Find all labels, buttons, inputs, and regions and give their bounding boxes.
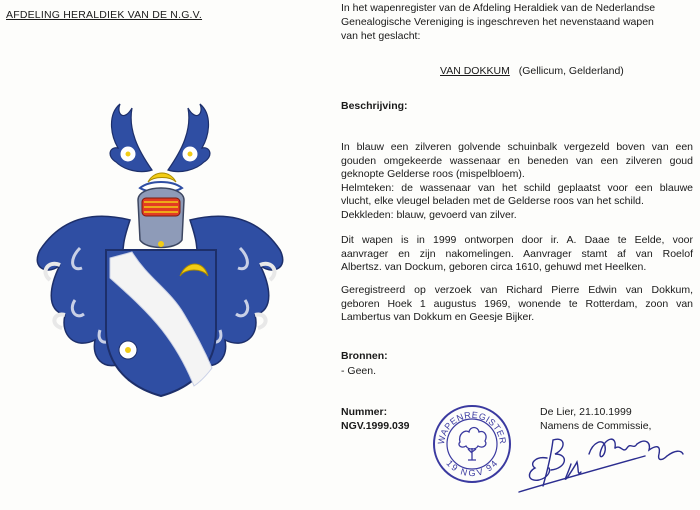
intro-text <box>341 1 691 43</box>
number-label: Nummer: <box>341 406 388 418</box>
mantling-line: Dekkleden: blauw, gevoerd van zilver. <box>341 208 517 221</box>
intro-line: Genealogische Vereniging is ingeschreven het nevenstaand wapen <box>341 16 654 28</box>
rose-icon <box>120 146 136 162</box>
helmet-line: vlucht, elke vleugel beladen met de Gelderse roos van het schild. <box>341 195 644 207</box>
registered-line: Lambertus van Dokkum en Geesje Bijker. <box>341 311 535 323</box>
helmet-line: Helmteken: de wassenaar van het schild geplaatst voor een blauwe <box>341 181 693 194</box>
registered-line: geboren Hoek 1 augustus 1969, wonende te Rotterdam, zoon van <box>341 297 693 310</box>
org-title: AFDELING HERALDIEK VAN DE N.G.V. <box>6 9 203 21</box>
description-title: Beschrijving: <box>341 100 408 112</box>
design-line: Albertsz. van Dockum, geboren circa 1610, gehuwd met Heelken. <box>341 261 647 273</box>
signature <box>505 420 695 500</box>
design-line: Dit wapen is in 1999 ontworpen door ir. A. Daae te Eelde, voor <box>341 234 693 246</box>
sources-item: - Geen. <box>341 365 377 377</box>
stamp-top-text: WAPENREGISTER <box>435 409 509 446</box>
stamp-bottom-text: 19 NGV 94 <box>444 458 500 479</box>
shield <box>106 250 216 396</box>
family-name: VAN DOKKUM <box>440 65 510 77</box>
commission-line: Namens de Commissie, <box>540 420 652 432</box>
wings-crest <box>110 104 210 172</box>
blazon-line: In blauw een zilveren golvende schuinbalk vergezeld boven van een <box>341 141 693 153</box>
family-name-line <box>440 65 624 77</box>
tree-icon <box>459 428 486 461</box>
registered-paragraph <box>341 284 693 325</box>
rose-icon <box>182 146 198 162</box>
family-origin: (Gellicum, Gelderland) <box>518 65 624 77</box>
blazon-line: gouden omgekeerde wassenaar en beneden van een zilveren goud <box>341 154 693 167</box>
crescent-crest-icon <box>148 173 176 182</box>
place-date: De Lier, 21.10.1999 <box>540 406 632 418</box>
registered-line: Geregistreerd op verzoek van Richard Pierre Edwin van Dokkum, <box>341 284 693 296</box>
rose-shield-icon <box>119 341 137 359</box>
intro-line: van het geslacht: <box>341 30 421 42</box>
sources-title: Bronnen: <box>341 350 388 362</box>
number-value: NGV.1999.039 <box>341 420 410 432</box>
blazon-line: geknopte Gelderse roos (mispelbloem). <box>341 168 525 180</box>
design-paragraph <box>341 234 693 275</box>
blazon-paragraph <box>341 141 693 222</box>
registry-stamp <box>432 404 512 484</box>
intro-line: In het wapenregister van de Afdeling Heraldiek van de Nederlandse <box>341 2 656 14</box>
svg-text:19 NGV 94 <box>444 458 499 478</box>
coat-of-arms <box>20 100 300 400</box>
design-line: aanvrager en zijn nakomelingen. Aanvrager stamt af van Roelof <box>341 247 693 260</box>
helmet <box>138 188 184 248</box>
